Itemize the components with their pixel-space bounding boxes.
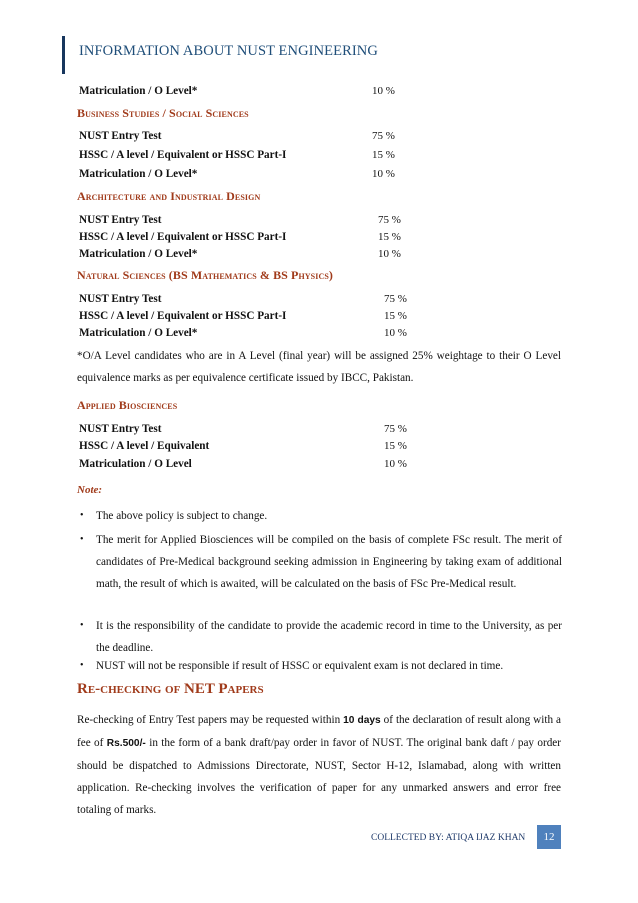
row-value: 10 %: [372, 168, 395, 180]
bullet-icon: •: [80, 534, 84, 545]
row-label: Matriculation / O Level: [79, 458, 192, 470]
bullet-text: The merit for Applied Biosciences will be compiled on the basis of complete FSc result. The merit of candidates of Pre-Medical background seeking admission in Engineering by taking exam of additional math, the result of which is awaited, will be calculated on the basis of FSc Pre-Medical result.: [96, 534, 562, 590]
row-label: Matriculation / O Level*: [79, 327, 198, 339]
row-label: NUST Entry Test: [79, 293, 162, 305]
row-value: 10 %: [384, 327, 407, 339]
footer-collected-by: COLLECTED BY: ATIQA IJAZ KHAN: [371, 833, 526, 843]
row-value: 15 %: [384, 440, 407, 452]
row-label: HSSC / A level / Equivalent or HSSC Part-I: [79, 231, 287, 243]
row-label: HSSC / A level / Equivalent or HSSC Part-I: [79, 310, 287, 322]
row-label: NUST Entry Test: [79, 130, 162, 142]
bullet-icon: •: [80, 660, 84, 671]
bullet-text: The above policy is subject to change.: [96, 510, 268, 522]
row-label: HSSC / A level / Equivalent or HSSC Part-I: [79, 149, 287, 161]
row-label: HSSC / A level / Equivalent: [79, 440, 210, 452]
row-value: 75 %: [378, 214, 401, 226]
row-label: Matriculation / O Level*: [79, 248, 198, 260]
bullet-icon: •: [80, 510, 84, 521]
row-label: Matriculation / O Level*: [79, 168, 198, 180]
section-title-architecture: Architecture and Industrial Design: [77, 189, 261, 203]
row-value: 10 %: [372, 85, 395, 97]
row-label: NUST Entry Test: [79, 423, 162, 435]
rechecking-paragraph: [77, 709, 561, 821]
row-value: 15 %: [384, 310, 407, 322]
row-value: 75 %: [384, 423, 407, 435]
rechecking-days: 10 days: [343, 715, 381, 726]
rechecking-text-2: of the declaration of result along with a fee of: [77, 714, 561, 749]
rechecking-fee: Rs.500/-: [106, 738, 146, 749]
row-value: 15 %: [372, 149, 395, 161]
rechecking-text-1: Re-checking of Entry Test papers may be requested within: [77, 714, 344, 726]
header-accent-bar: [62, 36, 65, 74]
row-value: 10 %: [378, 248, 401, 260]
row-value: 75 %: [372, 130, 395, 142]
page-header-title: INFORMATION ABOUT NUST ENGINEERING: [79, 43, 378, 59]
row-value: 10 %: [384, 458, 407, 470]
bullet-icon: •: [80, 620, 84, 631]
row-value: 75 %: [384, 293, 407, 305]
section-title-natural-sciences: Natural Sciences (BS Mathematics & BS Physics): [77, 268, 333, 282]
row-label: NUST Entry Test: [79, 214, 162, 226]
bullet-text: NUST will not be responsible if result of HSSC or equivalent exam is not declared in time.: [96, 660, 504, 672]
row-label: Matriculation / O Level*: [79, 85, 198, 97]
rechecking-text-3: in the form of a bank draft/pay order in favor of NUST. The original bank daft / pay order should be dispatched to Admissions Directorate, NUST, Sector H-12, Islamabad, along with written application. Re-checking involves the verification of paper for any unmarked answers and error free totaling of marks.: [77, 737, 561, 816]
row-value: 15 %: [378, 231, 401, 243]
footnote-paragraph: *O/A Level candidates who are in A Level (final year) will be assigned 25% weightage to their O Level equivalence marks as per equivalence certificate issued by IBCC, Pakistan.: [77, 350, 561, 384]
note-label: Note:: [77, 484, 103, 496]
section-title-rechecking: Re-checking of NET Papers: [77, 681, 264, 697]
section-title-applied-biosciences: Applied Biosciences: [77, 398, 178, 412]
section-title-business: Business Studies / Social Sciences: [77, 106, 249, 120]
bullet-text: It is the responsibility of the candidate to provide the academic record in time to the University, as per the deadline.: [96, 620, 562, 654]
page-number: 12: [537, 825, 561, 849]
